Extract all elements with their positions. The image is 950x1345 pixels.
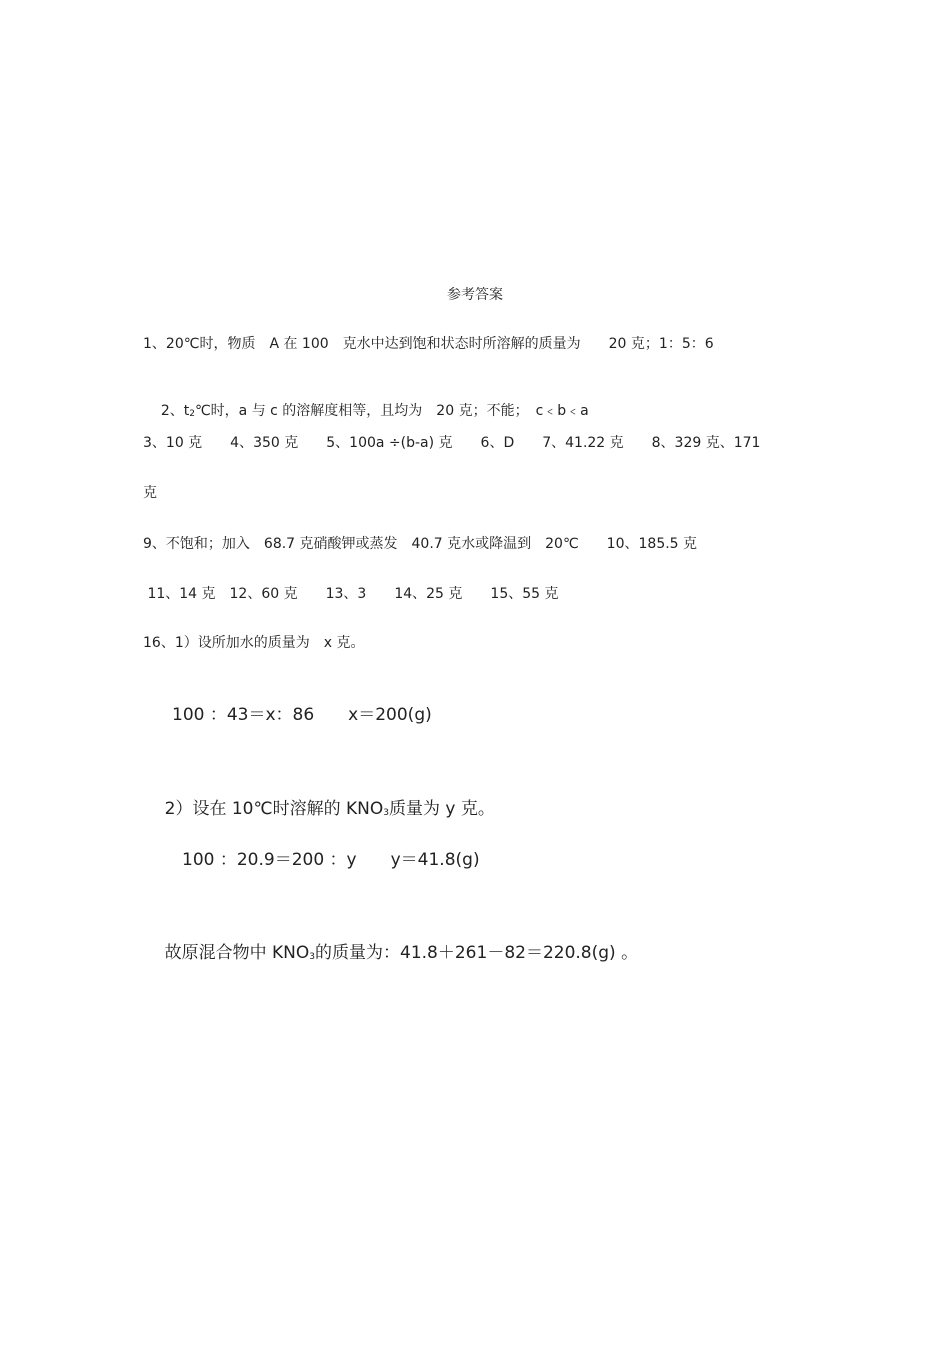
answer-line-3: 3、10 克 4、350 克 5、100a ÷(b-a) 克 6、D 7、41.22 克 8、329 克、171 [143, 435, 761, 451]
kno3-subscript: 3 [383, 808, 389, 818]
answer-line-1: 1、20℃时，物质 A 在 100 克水中达到饱和状态时所溶解的质量为 20 克；1：5：6 [143, 336, 714, 352]
equation-line-2: 100 ：20.9＝200 ：y y＝41.8(g) [182, 850, 480, 870]
conclusion-subscript: 3 [309, 952, 316, 962]
equation-line-1: 100 ：43＝x：86 x＝200(g) [172, 705, 432, 725]
kno3-line-part-b: 质量为 y 克。 [388, 799, 495, 819]
document-title: 参考答案 [447, 287, 503, 303]
conclusion-part-a: 故原混合物中 KNO [164, 943, 310, 963]
conclusion-part-b: 的质量为：41.8＋261－82＝220.8(g) 。 [315, 943, 639, 963]
answer-line-16: 16、1）设所加水的质量为 x 克。 [143, 635, 365, 651]
answer-line-3-continuation: 克 [143, 485, 157, 501]
answer-line-9: 9、不饱和；加入 68.7 克硝酸钾或蒸发 40.7 克水或降温到 20℃ 10、185.5 克 [143, 536, 698, 552]
conclusion-line [143, 920, 638, 990]
answer-line-11: 11、14 克 12、60 克 13、3 14、25 克 15、55 克 [143, 586, 559, 602]
answer-line-2 [143, 384, 589, 441]
answer-line-16-part-2 [143, 776, 495, 846]
answer-line-2-part-b: ℃时，a 与 c 的溶解度相等，且均为 20 克；不能； c﹤b﹤a [194, 403, 589, 419]
answer-line-2-subscript: 2 [189, 409, 195, 419]
answer-line-2-part-a: 2、t [160, 403, 190, 419]
kno3-line-part-a: 2）设在 10℃时溶解的 KNO [164, 799, 384, 819]
